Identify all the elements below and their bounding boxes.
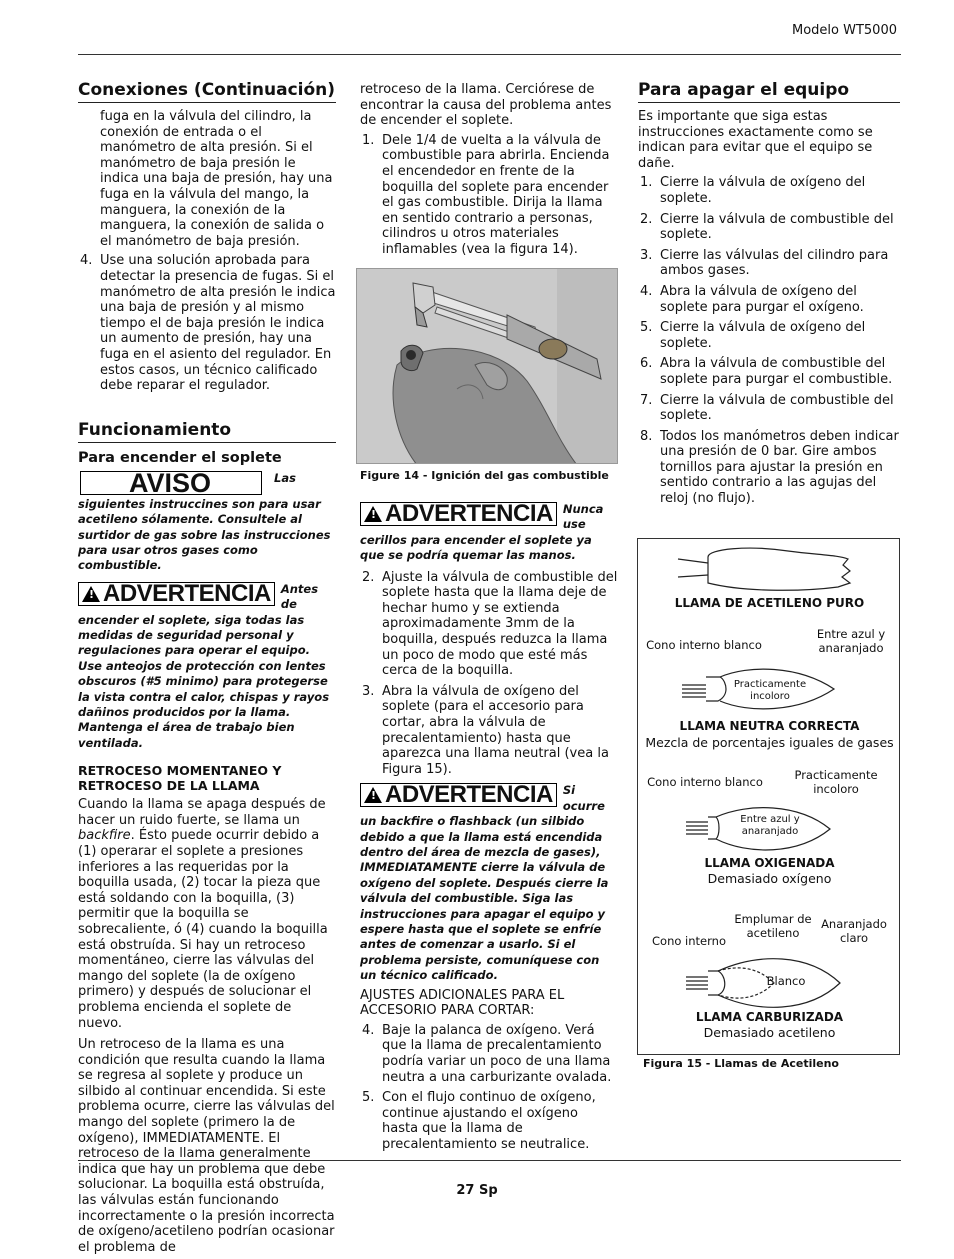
list-item: 3. Cierre las válvulas del cilindro para ambos gases. <box>640 247 889 279</box>
advertencia-label: ADVERTENCIA <box>103 579 271 607</box>
advertencia-notice <box>78 579 336 751</box>
list-item: 4. Abra la válvula de oxígeno del soplete para purgar el oxígeno. <box>640 283 864 315</box>
advertencia-box <box>360 502 557 526</box>
figure-14-photo <box>356 268 618 464</box>
carburizing-inner-label: Blanco <box>766 974 806 988</box>
section-title-conexiones: Conexiones (Continuación) <box>78 80 336 103</box>
list-item: 5. Cierre la válvula de oxígeno del soplete. <box>640 320 866 351</box>
warning-triangle-icon: ! <box>82 586 100 602</box>
section-title-funcionamiento: Funcionamiento <box>78 420 336 443</box>
column-2 <box>360 82 618 263</box>
list-item: 4. Use una solución aprobada para detectar la presencia de fugas. Si el manómetro de alta presión le indica una baja de presión y al mismo tiempo el de baja presión le indica un aumento de presión, hay una fuga en el asiento del regulador. En estos casos, un técnico calificado debe reparar el regulador. <box>80 253 336 394</box>
aviso-text: Las siguientes instruccines son para usar acetileno sólamente. Consultele al surtidor de gas sobre las instrucciones para usar otros gases como combustible. <box>78 470 331 573</box>
oxidizing-left-label: Cono interno blanco <box>647 775 763 789</box>
retroceso-heading: RETROCESO MOMENTANEO Y RETROCESO DE LA LLAMA <box>78 763 282 794</box>
carburizing-mid-label: Emplumar de acetileno <box>734 912 812 940</box>
column-3 <box>638 80 900 512</box>
carburizing-flame-subtitle: Demasiado acetileno <box>703 1025 836 1040</box>
oxidizing-right-label: Practicamente incoloro <box>794 768 878 796</box>
advertencia-box <box>360 783 557 807</box>
carburizing-flame-title: LLAMA CARBURIZADA <box>695 1010 844 1024</box>
list-item: 4. Baje la palanca de oxígeno. Verá que la llama de precalentamiento podría variar un poco de una llama neutra a una carburizante ovalada. <box>362 1022 612 1085</box>
torch-ignition-illustration <box>357 269 618 464</box>
adjust-list <box>360 570 618 778</box>
advertencia-text: Nunca use cerillos para encender el soplete ya que se podría quemar las manos. <box>360 502 604 563</box>
model-label: Modelo WT5000 <box>792 23 897 38</box>
list-item: 5. Con el flujo continuo de oxígeno, continue ajustando el oxígeno hasta que la llama de precalentamiento se neutralice. <box>362 1090 596 1152</box>
continued-text: retroceso de la llama. Cerciórese de encontrar la causa del problema antes de encender el soplete. <box>360 82 612 129</box>
section-title-apagar: Para apagar el equipo <box>638 80 900 103</box>
list-item: 8. Todos los manómetros deben indicar una presión de 0 bar. Gire ambos tornillos para ajustar la presión en sentido contrario a las agujas del reloj (no flujo). <box>640 428 899 507</box>
figure-15-flames <box>637 538 900 1055</box>
list-item: 7. Cierre la válvula de combustible del soplete. <box>640 392 894 424</box>
page-number: 27 Sp <box>456 1183 498 1198</box>
shutdown-list <box>638 175 900 506</box>
continued-text: fuga en la válvula del cilindro, la conexión de entrada o el manómetro de alta presión. Si el manómetro de baja presión le indica una baja de presión, hay una fuga en la válvula del mango, la manguera, la conexión de la manguera, la conexión de salida o el manómetro de baja presión. <box>100 109 333 249</box>
neutral-right-label: Entre azul y anaranjado <box>816 627 886 655</box>
oxidizing-inner-label: Entre azul y anaranjado <box>740 814 800 837</box>
advertencia-text: Si ocurre un backfire o flashback (un silbido debido a que la llama está encendida dentro del área de mezcla de gases), IMMEDIATAMENTE cierre la válvula de oxígeno del soplete. Después cierre la válvula del combustible. Siga las instrucciones para apagar el equipo y espere hasta que el soplete se enfríe antes de comenzar a usarlo. Si el problema persiste, comuníquese con un técnico calificado. <box>360 783 609 983</box>
advertencia-notice-1 <box>360 502 618 564</box>
neutral-flame-subtitle: Mezcla de porcentajes iguales de gases <box>645 735 894 750</box>
neutral-left-label: Cono interno blanco <box>646 638 762 652</box>
list-item: 1. Dele 1/4 de vuelta a la válvula de combustible para abrirla. Encienda el encendedor en frente de la boquilla del soplete para encender el gas combustible. Dirija la llama en sentido contrario a personas, cilindros u otros materiales inflamables (vea la figura 14). <box>362 132 610 257</box>
list-item: 2. Ajuste la válvula de combustible del soplete hasta que la llama deje de hechar humo y se extienda aproximadamente 3mm de la boquilla, después reduzca la llama un poco de modo que esté más cerca de la boquilla. <box>362 569 618 679</box>
ignition-list <box>360 133 618 258</box>
advertencia-box <box>78 579 275 607</box>
aviso-notice <box>78 467 336 574</box>
warning-triangle-icon: ! <box>364 506 382 522</box>
neutral-flame-title: LLAMA NEUTRA CORRECTA <box>679 719 860 733</box>
advertencia-label: ADVERTENCIA <box>385 500 553 527</box>
pure-flame-title: LLAMA DE ACETILENO PURO <box>674 596 865 610</box>
shutdown-intro: Es importante que siga estas instrucciones exactamente como se indican para evitar que el equipo se dañe. <box>638 109 873 171</box>
column-2-lower <box>360 498 618 1158</box>
subsection-title: Para encender el soplete <box>78 449 282 466</box>
list-item: 3. Abra la válvula de oxígeno del soplete (para el accesorio para cortar, abra la válvula de precalentamiento) hasta que aparezca una llama neutral (vea la Figura 15). <box>362 683 609 777</box>
oxidizing-flame-subtitle: Demasiado oxígeno <box>707 871 832 886</box>
oxidizing-flame-title: LLAMA OXIGENADA <box>704 856 835 870</box>
list-item: 1. Cierre la válvula de oxígeno del soplete. <box>640 175 866 206</box>
retroceso-paragraph-2: Un retroceso de la llama es una condición que resulta cuando la llama se regresa al soplete y produce un silbido al continuar encendida. Si este problema ocurre, cierre las válvulas del mango del soplete (primero la de oxígeno), IMMEDIATAMENTE. El retroceso de la llama generalmente indica que hay un problema que debe solucionar. La boquilla está obstruída, las válvulas están funcionando incorrectamente o la presión incorrecta de oxígeno/acetileno podrían ocasionar el problema de <box>78 1037 335 1255</box>
carburizing-left-label: Cono interno <box>652 934 726 948</box>
list-item: 6. Abra la válvula de combustible del soplete para purgar el combustible. <box>640 356 893 387</box>
retroceso-paragraph-1: Cuando la llama se apaga después de hacer un ruido fuerte, se llama un backfire. Ésto puede ocurrir debido a (1) operarar el soplete a presiones inferiores a las requeridas por la boquilla usada, (2) tocar la pieza que está soldando con la boquilla, (3) permitir que la boquilla se sobrecaliente, ó (4) cuando la boquilla está obstruída. Si hay un retroceso momentáneo, cierre las válvulas del mango del soplete (la de oxígeno primero) y después de solucionar el problema encienda el soplete de nuevo. <box>78 797 328 1031</box>
advertencia-text: Antes de encender el soplete, siga todas las medidas de seguridad personal y regulaciones para operar el equipo. Use anteojos de protección con lentes obscuros (#5 minimo) para protegerse la vista contra el calor, chispas y rayos dañinos producidos por la llama. Mantenga el área de trabajo bien ventilada. <box>78 581 330 750</box>
pure-flame-drawing <box>678 548 850 590</box>
figure-14-caption: Figure 14 - Ignición del gas combustible <box>360 469 609 482</box>
advertencia-notice-2 <box>360 783 618 983</box>
carburizing-right-label: Anaranjado claro <box>821 917 887 945</box>
neutral-inner-label: Practicamente incoloro <box>733 679 807 702</box>
column-1 <box>78 80 336 1259</box>
figure-15-caption: Figura 15 - Llamas de Acetileno <box>643 1057 839 1070</box>
aviso-label: AVISO <box>80 471 262 495</box>
advertencia-label: ADVERTENCIA <box>385 781 553 809</box>
leak-list <box>78 253 336 393</box>
ajustes-heading: AJUSTES ADICIONALES PARA EL ACCESORIO PARA CORTAR: <box>360 987 565 1019</box>
list-item: 2. Cierre la válvula de combustible del soplete. <box>640 211 894 243</box>
warning-triangle-icon: ! <box>364 787 382 803</box>
header-divider <box>78 54 901 55</box>
cutting-list <box>360 1023 618 1153</box>
